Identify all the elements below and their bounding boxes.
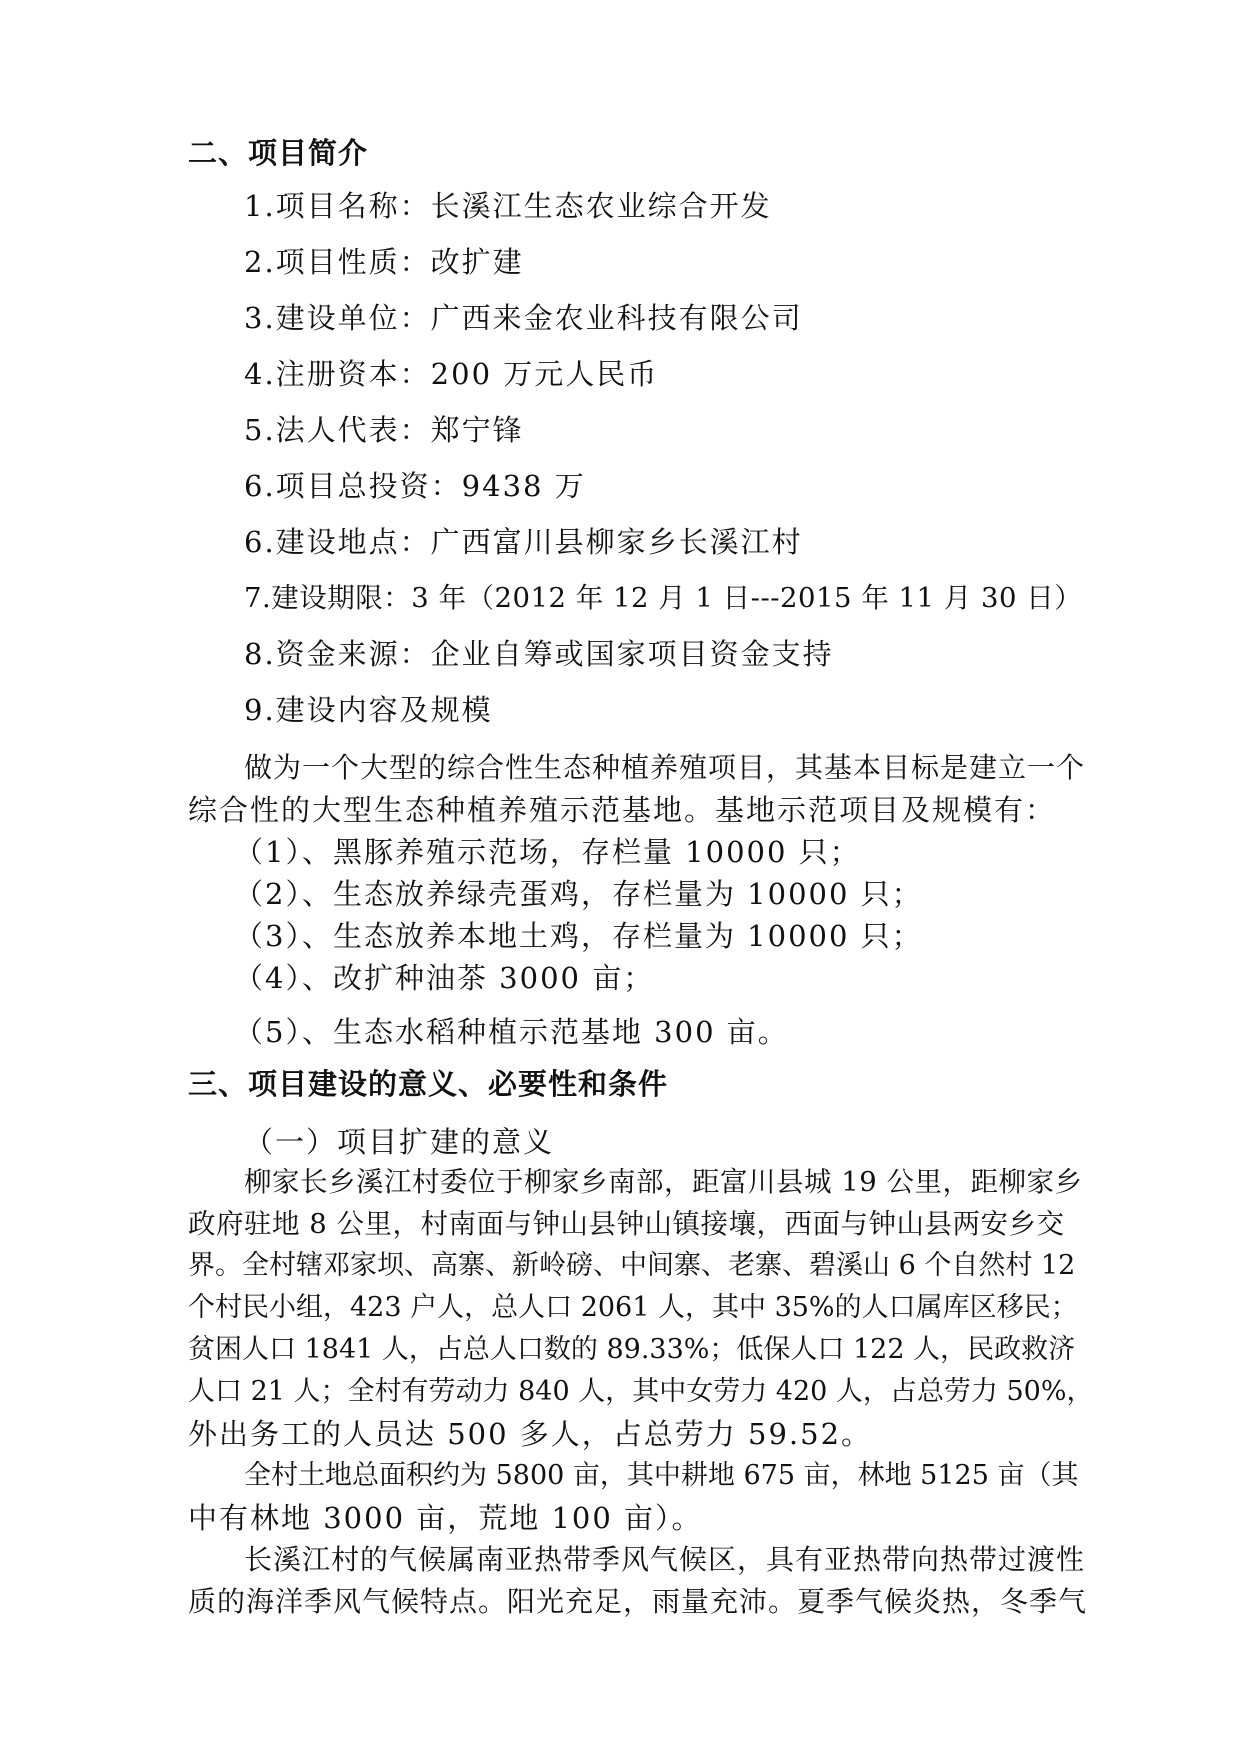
subheading: （一）项目扩建的意义 xyxy=(244,1125,555,1159)
paragraph-line: 长溪江村的气候属南亚热带季风气候区，具有亚热带向热带过渡性 xyxy=(244,1543,1086,1576)
list-item: 8.资金来源：企业自筹或国家项目资金支持 xyxy=(244,637,834,671)
section-heading-project-intro: 二、项目简介 xyxy=(188,136,369,170)
paragraph-line: 中有林地 3000 亩，荒地 100 亩）。 xyxy=(188,1501,703,1535)
list-item: 5.法人代表：郑宁锋 xyxy=(244,413,524,447)
scale-item: （5）、生态水稻种植示范基地 300 亩。 xyxy=(234,1015,789,1049)
section-heading-significance: 三、项目建设的意义、必要性和条件 xyxy=(188,1067,669,1101)
list-item: 1.项目名称：长溪江生态农业综合开发 xyxy=(244,189,772,223)
list-item: 3.建设单位：广西来金农业科技有限公司 xyxy=(244,301,803,335)
list-item: 2.项目性质：改扩建 xyxy=(244,245,524,279)
paragraph-line: 质的海洋季风气候特点。阳光充足，雨量充沛。夏季气候炎热，冬季气 xyxy=(188,1585,1088,1618)
paragraph-line: 贫困人口 1841 人，占总人口数的 89.33%；低保人口 122 人，民政救济 xyxy=(188,1334,1076,1365)
paragraph-line: 全村土地总面积约为 5800 亩，其中耕地 675 亩，林地 5125 亩（其 xyxy=(244,1460,1079,1491)
paragraph-line: 个村民小组，423 户人，总人口 2061 人，其中 35%的人口属库区移民； xyxy=(188,1292,1078,1323)
paragraph-line: 政府驻地 8 公里，村南面与钟山县钟山镇接壤，西面与钟山县两安乡交 xyxy=(188,1208,1065,1240)
list-item: 6.项目总投资：9438 万 xyxy=(244,469,586,503)
paragraph-line: 界。全村辖邓家坝、高寨、新岭磅、中间寨、老寨、碧溪山 6 个自然村 12 xyxy=(188,1250,1076,1281)
paragraph-line: 柳家长乡溪江村委位于柳家乡南部，距富川县城 19 公里，距柳家乡 xyxy=(244,1166,1083,1198)
scale-item: （4）、改扩种油茶 3000 亩； xyxy=(234,961,655,995)
paragraph-line: 人口 21 人；全村有劳动力 840 人，其中女劳力 420 人，占总劳力 50%， xyxy=(188,1376,1094,1407)
paragraph-line: 综合性的大型生态种植养殖示范基地。基地示范项目及规模有： xyxy=(188,793,1057,827)
scale-item: （1）、黑豚养殖示范场，存栏量 10000 只； xyxy=(234,835,861,869)
list-item: 9.建设内容及规模 xyxy=(244,693,493,727)
scale-item: （2）、生态放养绿壳蛋鸡，存栏量为 10000 只； xyxy=(234,877,923,911)
paragraph-line: 外出务工的人员达 500 多人，占总劳力 59.52。 xyxy=(188,1417,873,1451)
list-item: 7.建设期限：3 年（2012 年 12 月 1 日---2015 年 11 月 30 日） xyxy=(244,582,1083,614)
paragraph-line: 做为一个大型的综合性生态种植养殖项目，其基本目标是建立一个 xyxy=(244,751,1086,784)
scale-item: （3）、生态放养本地土鸡，存栏量为 10000 只； xyxy=(234,919,923,953)
list-item: 6.建设地点：广西富川县柳家乡长溪江村 xyxy=(244,525,803,559)
list-item: 4.注册资本：200 万元人民币 xyxy=(244,357,659,391)
